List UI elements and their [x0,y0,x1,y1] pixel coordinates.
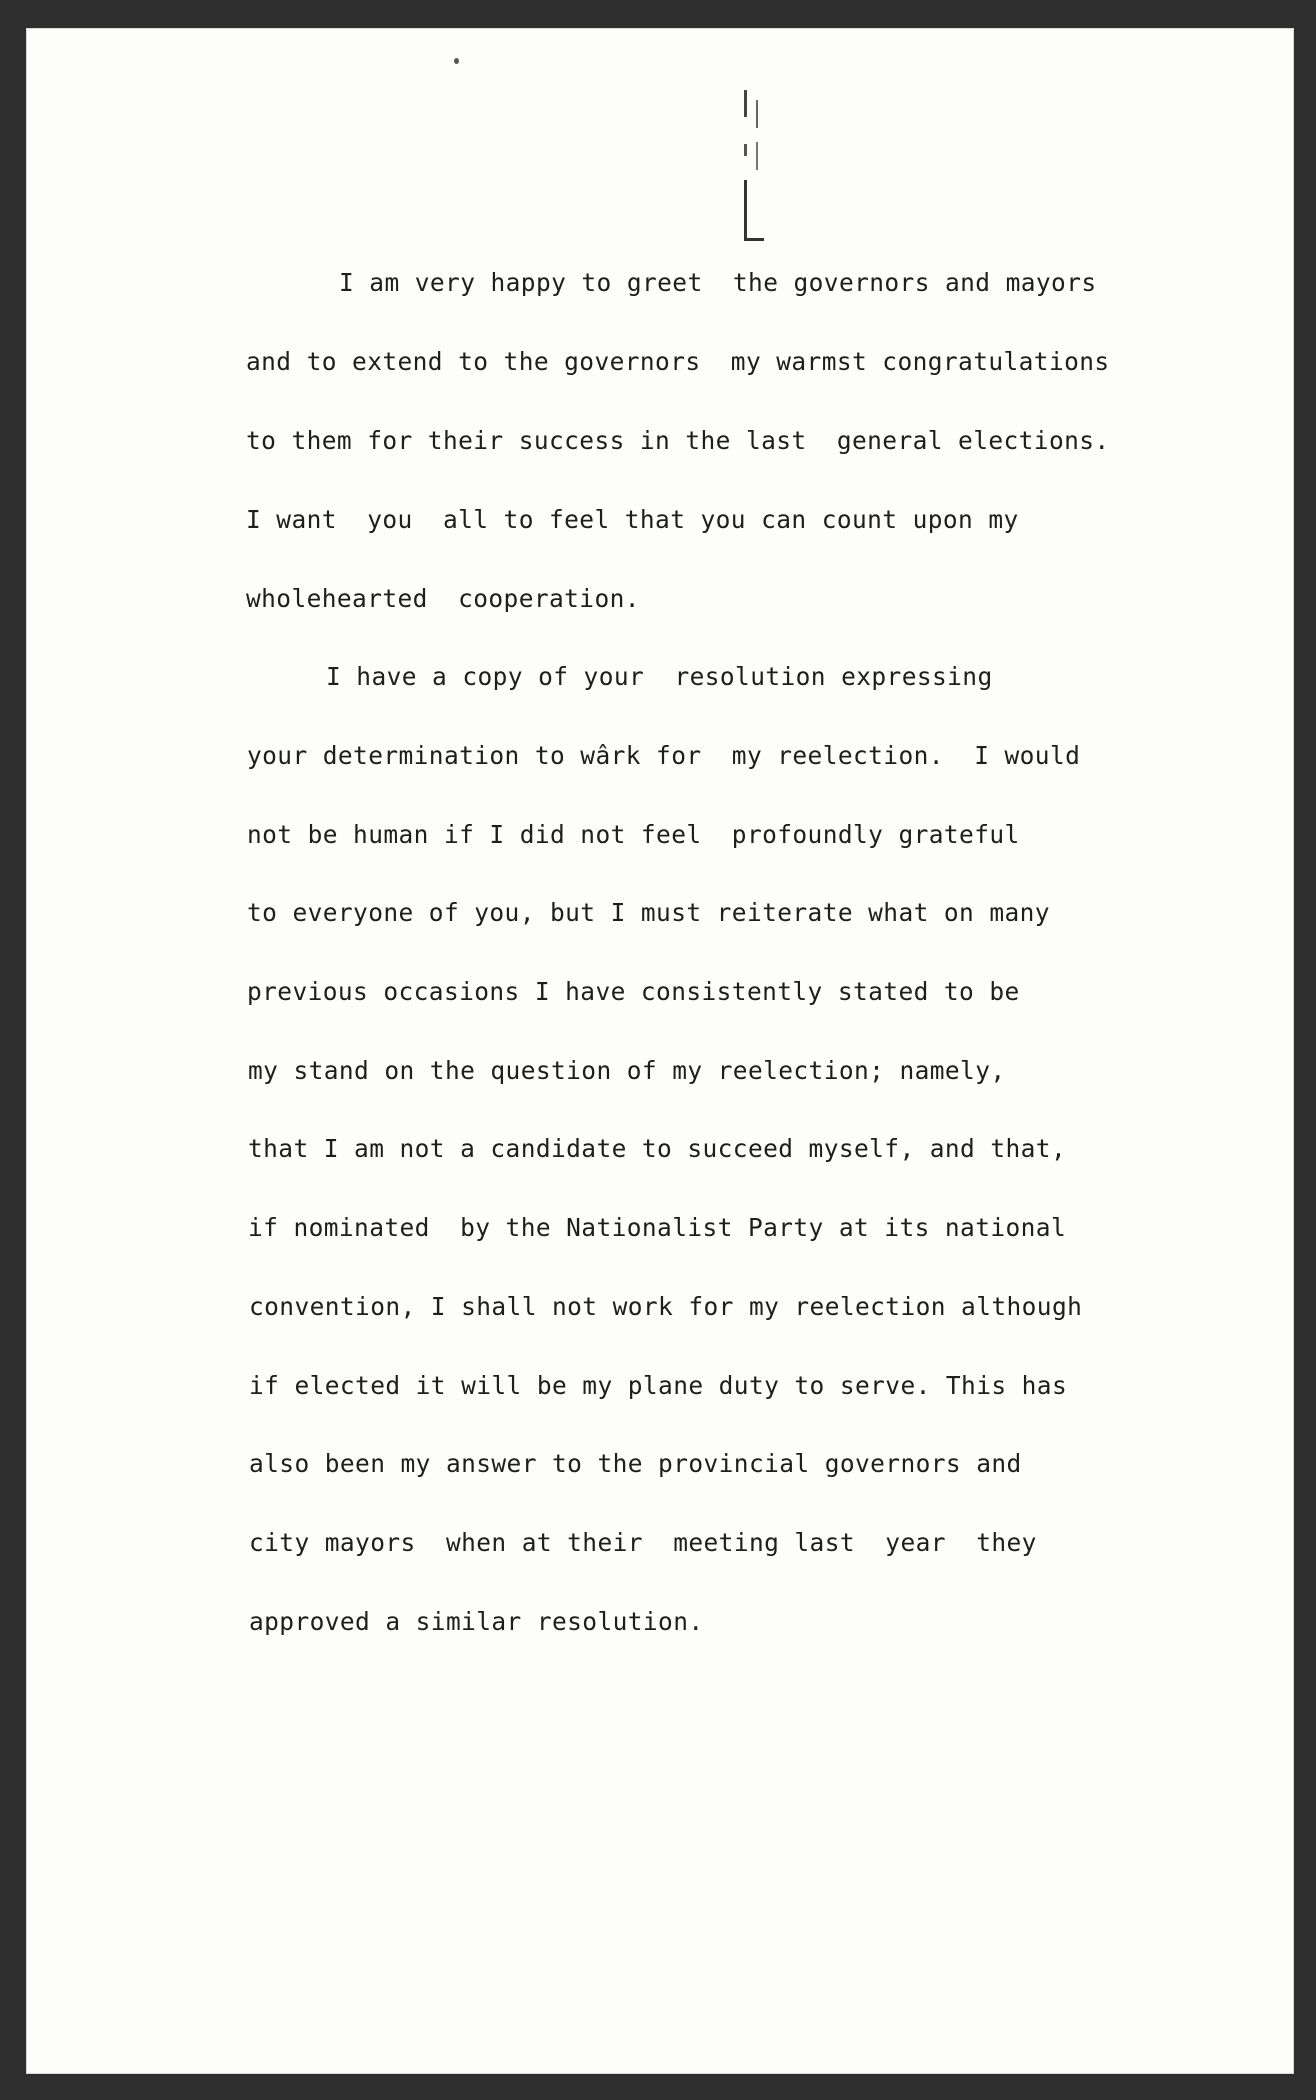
text-line: I am very happy to greet the governors and mayors [339,268,1097,297]
page-number-mark [726,80,766,250]
text-line: previous occasions I have consistently stated to be [247,977,1020,1006]
ink-speck [454,58,459,64]
text-line: if elected it will be my plane duty to serve. This has [249,1371,1068,1400]
text-line: and to extend to the governors my warmst congratulations [246,347,1110,376]
text-line: wholehearted cooperation. [246,584,640,613]
page-number-serif [744,238,764,241]
text-line: approved a similar resolution. [249,1607,704,1636]
page-number-stroke [744,90,747,240]
text-line: I want you all to feel that you can count upon my [246,505,1019,534]
text-line: to them for their success in the last general elections. [246,426,1110,455]
text-line: your determination to wârk for my reelection. I would [247,741,1081,770]
text-line: I have a copy of your resolution expressing [326,662,993,691]
text-line: convention, I shall not work for my reelection although [249,1292,1083,1321]
text-line: my stand on the question of my reelection; namely, [248,1056,1006,1085]
text-line: to everyone of you, but I must reiterate what on many [247,898,1050,927]
text-line: also been my answer to the provincial governors and [249,1449,1022,1478]
document-page [26,28,1294,2074]
text-line: city mayors when at their meeting last year they [249,1528,1037,1557]
text-line: if nominated by the Nationalist Party at its national [248,1213,1067,1242]
text-line: that I am not a candidate to succeed myself, and that, [248,1134,1067,1163]
page-number-stroke-secondary [756,100,758,170]
text-line: not be human if I did not feel profoundly grateful [247,820,1020,849]
